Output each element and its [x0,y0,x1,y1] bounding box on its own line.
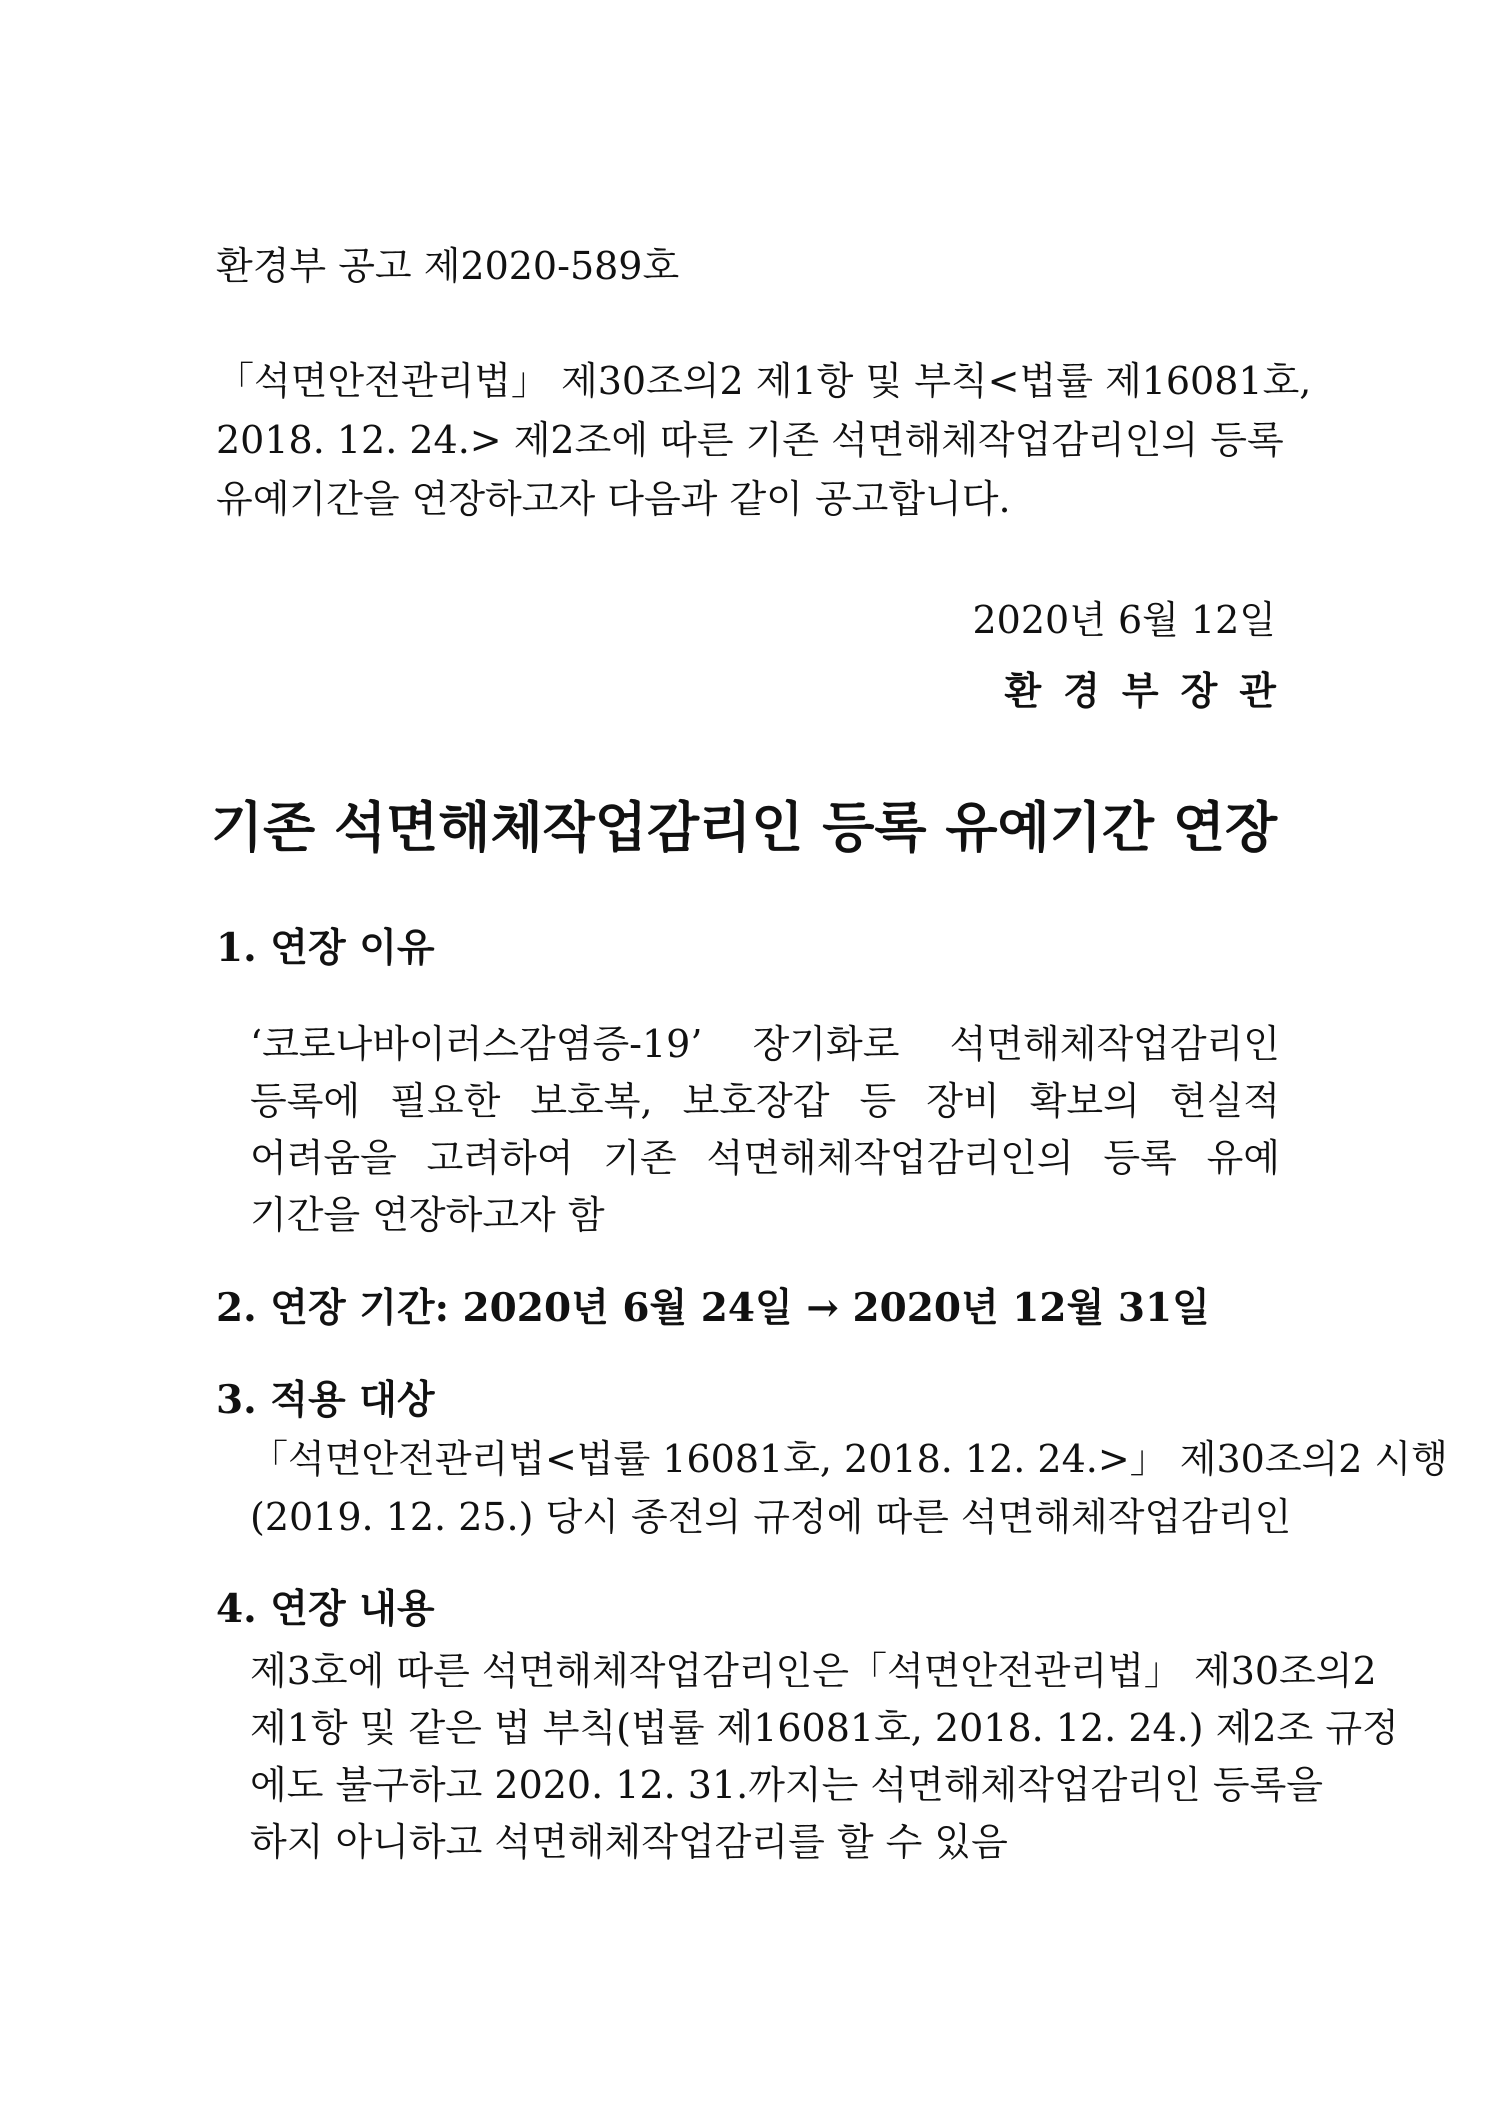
section-text-line: ‘코로나바이러스감염증-19’ 장기화로 석면해체작업감리인 [250,1022,1280,1066]
section-text-line: 「석면안전관리법<법률 16081호, 2018. 12. 24.>」 제30조의2 시행 [250,1437,1448,1481]
section-text-line: 어려움을 고려하여 기존 석면해체작업감리인의 등록 유예 [250,1136,1280,1180]
section-text-line: 제1항 및 같은 법 부칙(법률 제16081호, 2018. 12. 24.) 제2조 규정 [250,1706,1399,1750]
section-text-line: 하지 아니하고 석면해체작업감리를 할 수 있음 [250,1820,1008,1864]
section-text-line: 에도 불구하고 2020. 12. 31.까지는 석면해체작업감리인 등록을 [250,1763,1323,1807]
issue-date: 2020년 6월 12일 [972,598,1276,642]
document-title: 기존 석면해체작업감리인 등록 유예기간 연장 [210,796,1278,859]
section-text-line: (2019. 12. 25.) 당시 종전의 규정에 따른 석면해체작업감리인 [250,1495,1292,1539]
issuer-minister: 환경부장관 [1004,668,1298,713]
intro-line-3: 유예기간을 연장하고자 다음과 같이 공고합니다. [216,477,1011,521]
notice-number: 환경부 공고 제2020-589호 [216,244,680,288]
section-text-line: 기간을 연장하고자 함 [250,1193,605,1237]
section-heading-target: 3. 적용 대상 [216,1377,435,1423]
intro-line-1: 「석면안전관리법」 제30조의2 제1항 및 부칙<법률 제16081호, [216,359,1312,403]
section-text-line: 제3호에 따른 석면해체작업감리인은「석면안전관리법」 제30조의2 [250,1649,1377,1693]
section-heading-content: 4. 연장 내용 [216,1586,435,1632]
section-text-line: 등록에 필요한 보호복, 보호장갑 등 장비 확보의 현실적 [250,1079,1280,1123]
intro-line-2: 2018. 12. 24.> 제2조에 따른 기존 석면해체작업감리인의 등록 [216,418,1284,462]
section-heading-reason: 1. 연장 이유 [216,925,435,971]
section-heading-period: 2. 연장 기간: 2020년 6월 24일 → 2020년 12월 31일 [216,1285,1210,1331]
